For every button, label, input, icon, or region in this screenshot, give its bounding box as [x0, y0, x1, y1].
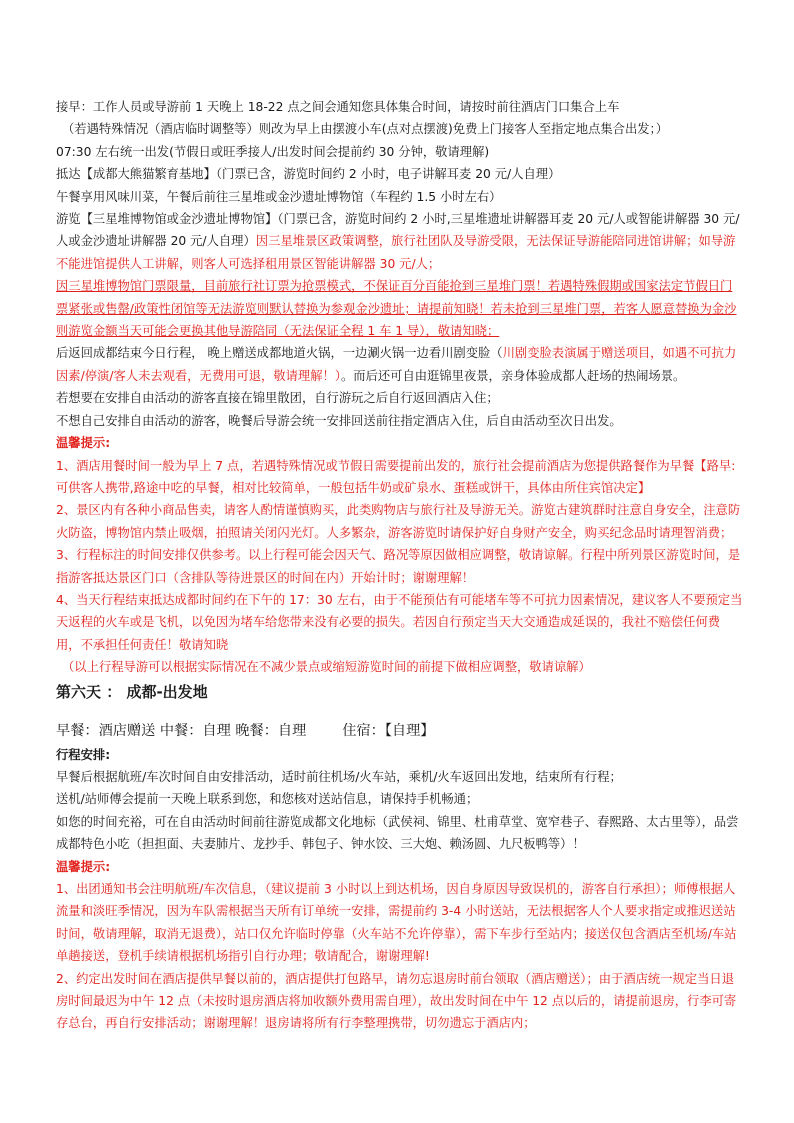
plan-1: 早餐后根据航班/车次时间自由安排活动，适时前往机场/火车站，乘机/火车返回出发地，结束所有行程； [56, 769, 622, 784]
tip-5: （以上行程导游可以根据实际情况在不减少景点或缩短游览时间的前提下做相应调整，敬请谅解） [62, 660, 591, 675]
tip-2: 2、景区内有各种小商品售卖，请客人酌情谨慎购买，此类购物店与旅行社及导游无关。游览古建筑群时注意自身安全，注意防火防盗，博物馆内禁止吸烟，拍照请关闭闪光灯。人多繁杂，游客游览时请保护好自身财产安全，购买纪念品时请理智消费； [56, 503, 741, 540]
lunch-text: 午餐享用风味川菜，午餐后前往三星堆或金沙遗址博物馆（车程约 1.5 小时左右） [56, 189, 502, 204]
sanxingdui-paragraph [56, 208, 744, 275]
day6-title: 第六天 ： 成都-出发地 [56, 682, 208, 701]
evening-text: 后返回成都结束今日行程， 晚上赠送成都地道火锅，一边涮火锅一边看川剧变脸（ [56, 346, 503, 361]
evening-paragraph [56, 342, 744, 387]
stay-info: 住宿：【自理】 [342, 722, 435, 739]
sanxingdui-policy-note: 因三星堆景区政策调整，旅行社团队及导游受限，无法保证导游能陪同进馆讲解；如导游不能进馆提供人工讲解，则客人可选择租用景区智能讲解器 30 元/人； [56, 234, 736, 271]
face-changing-note: 川剧变脸表演属于赠送项目，如遇不可抗力因素/停演/客人未去观看，无费用可退，敬请理解！） [56, 346, 737, 383]
tips2-heading: 温馨提示: [56, 859, 111, 874]
pickup-note: （若遇特殊情况（酒店临时调整等）则改为早上由摆渡小车(点对点摆渡)免费上门接客人至指定地点集合出发；） [62, 122, 668, 137]
day6-meals [56, 719, 744, 743]
plan-3: 如您的时间充裕，可在自由活动时间前往游览成都文化地标（武侯祠、锦里、杜甫草堂、宽窄巷子、春熙路、太古里等），品尝成都特色小吃（担担面、夫妻肺片、龙抄手、韩包子、钟水饺、三大炮、赖汤圆、九尺板鸭等）！ [56, 814, 739, 852]
tips2-2: 2、约定出发时间在酒店提供早餐以前的，酒店提供打包路早，请勿忘退房时前台领取（酒店赠送）；由于酒店统一规定当日退房时间最迟为中午 12 点（未按时退房酒店将加收额外费用需自理），故出发时间在中午 12 点以后的，请提前退房，行李可寄存总台，再自行安排活动；谢谢理解！退房请将所有行李整理携带，切勿遗忘于酒店内； [56, 971, 737, 1031]
pickup-text: 接早：工作人员或导游前 1 天晚上 18-22 点之间会通知您具体集合时间，请按时前往酒店门口集合上车 [56, 100, 620, 114]
sanxingdui-text: 游览【三星堆博物馆或金沙遗址博物馆】（门票已含，游览时间约 2 小时,三星堆遗址讲解器耳麦 20 元/人或智能讲解器 30 元/人或金沙遗址讲解器 20 元/人自理） [56, 212, 740, 249]
tip-4: 4、当天行程结束抵达成都时间约在下午的 17：30 左右，由于不能预估有可能堵车等不可抗力因素情况，建议客人不要预定当天返程的火车或是飞机，以免因为堵车给您带来没有必要的损失。若因自行预定当天大交通造成延误的，我社不赔偿任何费用，不承担任何责任！敬请知晓 [56, 592, 743, 652]
itinerary-document [56, 96, 744, 1035]
panda-base-text: 抵达【成都大熊猫繁育基地】（门票已含，游览时间约 2 小时，电子讲解耳麦 20 元/人自理） [56, 167, 561, 182]
plan-heading: 行程安排: [56, 747, 111, 762]
depart-text: 07:30 左右统一出发(节假日或旺季接人/出发时间会提前约 30 分钟，敬请理解) [56, 144, 490, 159]
tip-1: 1、酒店用餐时间一般为早上 7 点，若遇特殊情况或节假日需要提前出发的，旅行社会提前酒店为您提供路餐作为早餐【路早:可供客人携带,路途中吃的早餐，相对比较简单，一般包括牛奶或矿泉水、蛋糕或饼干，具体由所住宾馆决定】 [56, 458, 736, 495]
dinner-info: 晚餐：自理 [235, 722, 307, 739]
plan-2: 送机/站师傅会提前一天晚上联系到您，和您核对送站信息，请保持手机畅通； [56, 792, 479, 807]
evening-tail: 。而后还可自由逛锦里夜景，亲身体验成都人赶场的热闹场景。 [340, 368, 686, 383]
lunch-info: 中餐：自理 [159, 722, 231, 739]
sanxingdui-ticket-warning: 因三星堆博物馆门票限量，目前旅行社订票为抢票模式，不保证百分百能抢到三星堆门票！若遇特殊假期或国家法定节假日门票紧张或售罄/政策性闭馆等无法游览则默认替换为参观金沙遗址；请提前知晓！若未抢到三星堆门票，若客人愿意替换为金沙则游览金额当天可能会更换其他导游陪同（无法保证全程 1 车 1 导），敬请知晓； [56, 279, 737, 339]
tips-heading: 温馨提示: [56, 436, 111, 451]
free-activity-1: 若想要在安排自由活动的游客直接在锦里散团，自行游玩之后自行返回酒店入住； [56, 391, 499, 406]
breakfast-info: 早餐：酒店赠送 [56, 722, 156, 739]
tips2-1: 1、出团通知书会注明航班/车次信息，（建议提前 3 小时以上到达机场，因自身原因导致误机的，游客自行承担）；师傅根据人流量和淡旺季情况，因为车队需根据当天所有订单统一安排，需提前约 3-4 小时送站，无法根据客人个人要求指定或推迟送站时间，敬请理解，取消无退费），站口仅允许临时停靠（火车站不允许停靠），需下车步行至站内；接送仅包含酒店至机场/车站单趟接送，登机手续请根据机场指引自行办理；敬请配合，谢谢理解! [56, 882, 737, 964]
free-activity-2: 不想自己安排自由活动的游客，晚餐后导游会统一安排回送前往指定酒店入住，后自由活动至次日出发。 [56, 413, 622, 428]
tip-3: 3、行程标注的时间安排仅供参考。以上行程可能会因天气、路况等原因做相应调整，敬请谅解。行程中所列景区游览时间，是指游客抵达景区门口（含排队等待进景区的时间在内）开始计时；谢谢理解！ [56, 548, 741, 585]
